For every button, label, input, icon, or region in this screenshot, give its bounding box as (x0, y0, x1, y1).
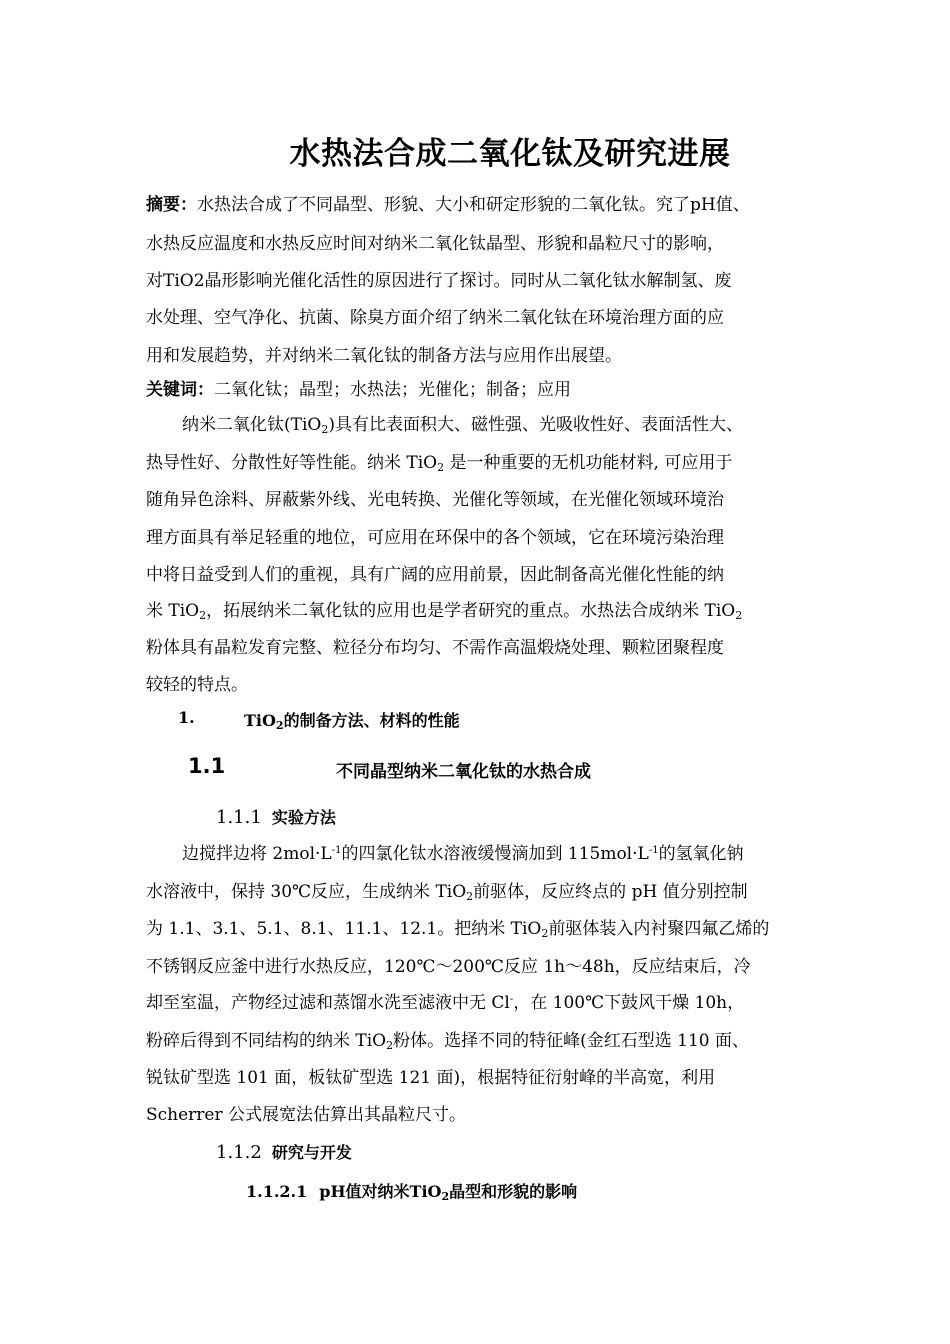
abstract-line: 水热反应温度和水热反应时间对纳米二氧化钛晶型、形貌和晶粒尺寸的影响， (146, 234, 724, 254)
method-line: 却至室温，产物经过滤和蒸馏水洗至滤液中无 Cl-，在 100℃下鼓风干燥 10h， (146, 993, 745, 1013)
intro-line: 随角异色涂料、屏蔽紫外线、光电转换、光催化等领域，在光催化领域环境治 (146, 490, 724, 510)
heading-1-text: TiO$_2$的制备方法、材料的性能 (244, 711, 460, 732)
intro-line: 中将日益受到人们的重视，具有广阔的应用前景，因此制备高光催化性能的纳 (146, 565, 724, 585)
keywords-text: 二氧化钛；晶型；水热法；光催化；制备；应用 (214, 380, 571, 400)
method-line: Scherrer 公式展宽法估算出其晶粒尺寸。 (146, 1105, 467, 1125)
heading-4-ph-effect: 1.1.2.1 pH值对纳米TiO$_2$晶型和形貌的影响 (246, 1182, 578, 1203)
method-line: 不锈钢反应釜中进行水热反应，120℃～200℃反应 1h～48h，反应结束后，冷 (146, 957, 751, 977)
method-line: 为 1.1、3.1、5.1、8.1、11.1、12.1。把纳米 TiO$_2$前驱体装入内衬聚四氟乙烯的 (146, 919, 770, 940)
method-line: 锐钛矿型选 101 面，板钛矿型选 121 面)，根据特征衍射峰的半高宽，利用 (146, 1068, 716, 1088)
intro-line: 纳米二氧化钛(TiO$_2$)具有比表面积大、磁性强、光吸收性好、表面活性大、 (182, 415, 743, 436)
intro-line: 理方面具有举足轻重的地位，可应用在环保中的各个领域，它在环境污染治理 (146, 528, 724, 548)
document-title: 水热法合成二氧化钛及研究进展 (289, 136, 731, 172)
abstract-line: 用和发展趋势，并对纳米二氧化钛的制备方法与应用作出展望。 (146, 346, 622, 366)
heading-1-number: 1. (178, 708, 195, 727)
heading-3-research: 1.1.2 研究与开发 (216, 1142, 352, 1163)
method-line: 边搅拌边将 $2mol\cdot L^{-1}$的四氯化钛水溶液缓慢滴加到 $115mol\cdot L^{-1}$的氢氧化钠 (182, 844, 744, 864)
keywords-label: 关键词： (146, 380, 214, 400)
heading-3-experiment: 1.1.1 实验方法 (216, 807, 336, 828)
intro-line: 较轻的特点。 (146, 675, 248, 695)
heading-2-number: 1.1 (188, 754, 226, 778)
method-line: 粉碎后得到不同结构的纳米 TiO$_2$粉体。选择不同的特征峰(金红石型选 110 面、 (146, 1031, 750, 1052)
abstract-line: 对TiO2晶形影响光催化活性的原因进行了探讨。同时从二氧化钛水解制氢、废 (146, 271, 732, 291)
keywords-line (146, 379, 816, 401)
abstract-line: 摘要：水热法合成了不同晶型、形貌、大小和研定形貌的二氧化钛。究了pH值、 (146, 195, 750, 215)
intro-line: 热导性好、分散性好等性能。纳米 TiO$_2$ 是一种重要的无机功能材料, 可应用于 (146, 453, 733, 474)
intro-line: 粉体具有晶粒发育完整、粒径分布均匀、不需作高温煅烧处理、颗粒团聚程度 (146, 638, 724, 658)
heading-2-text: 不同晶型纳米二氧化钛的水热合成 (336, 762, 591, 782)
method-line: 水溶液中，保持 30℃反应，生成纳米 TiO$_2$前驱体，反应终点的 pH 值分别控制 (146, 882, 748, 903)
abstract-line: 水处理、空气净化、抗菌、除臭方面介绍了纳米二氧化钛在环境治理方面的应 (146, 308, 724, 328)
intro-line: 米 TiO$_2$，拓展纳米二氧化钛的应用也是学者研究的重点。水热法合成纳米 TiO$_2$ (146, 601, 743, 622)
abstract-label: 摘要： (146, 195, 197, 215)
